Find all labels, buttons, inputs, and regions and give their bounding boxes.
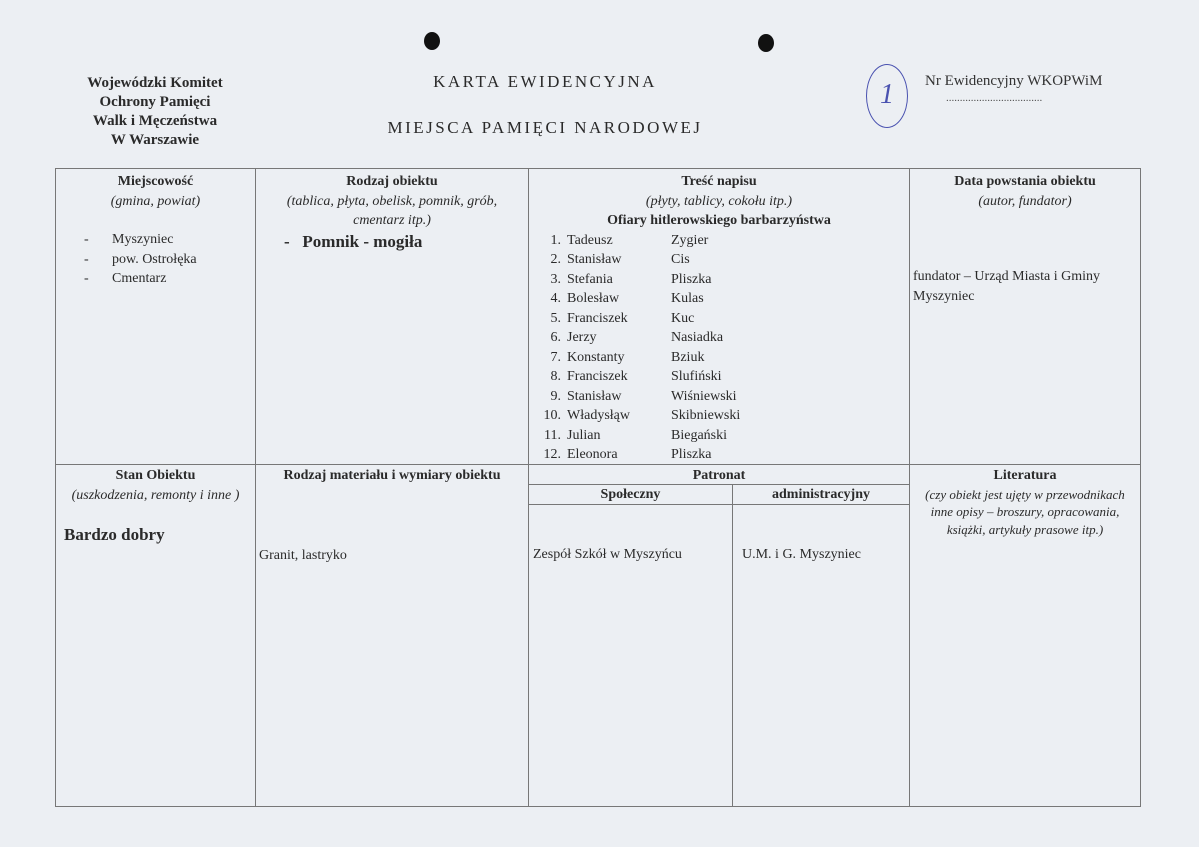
document-subtitle: MIEJSCA PAMIĘCI NARODOWEJ	[387, 118, 703, 137]
victim-last-name: Nasiadka	[671, 330, 724, 345]
condition-cell	[56, 466, 255, 545]
literature-subtitle: (czy obiekt jest ujęty w przewodnikach inne opisy – broszury, opracowania, książki, artykuły prasowe itp.)	[925, 486, 1125, 537]
victim-first-name: Julian	[567, 427, 601, 443]
victim-last-name: Pliszka	[671, 447, 712, 462]
victim-first-name: Stefania	[567, 271, 613, 287]
victim-number: 11.	[544, 427, 561, 443]
material-title: Rodzaj materiału i wymiary obiektu	[283, 468, 501, 483]
victim-entry	[539, 270, 909, 290]
org-line: W Warszawie	[110, 132, 200, 148]
victim-entry	[539, 406, 909, 426]
org-line: Walk i Męczeństwa	[92, 113, 218, 129]
admin-patronage-label: administracyjny	[772, 487, 870, 502]
victim-first-name: Władysłąw	[567, 408, 630, 423]
victim-number: 10.	[543, 408, 561, 423]
date-subtitle: (autor, fundator)	[978, 193, 1072, 209]
victim-entry	[539, 348, 909, 368]
handwritten-number: 1	[866, 64, 908, 128]
condition-value: Bardzo dobry	[64, 525, 165, 544]
inscription-heading: Ofiary hitlerowskiego barbarzyństwa	[607, 213, 831, 228]
material-value: Granit, lastryko	[259, 547, 347, 563]
object-type-cell	[256, 172, 528, 251]
victim-first-name: Eleonora	[567, 447, 618, 462]
victim-number: 4.	[550, 291, 561, 306]
victim-last-name: Biegański	[671, 427, 727, 443]
registry-number-field: ...................................	[946, 92, 1043, 104]
social-patronage-value: Zespół Szkół w Myszyńcu	[533, 547, 682, 562]
victim-number: 1.	[550, 232, 561, 248]
inscription-cell	[529, 172, 909, 465]
victim-first-name: Bolesław	[567, 291, 620, 306]
punch-hole	[758, 34, 774, 52]
org-line: Wojewódzki Komitet	[87, 75, 223, 91]
object-type-subtitle: (tablica, płyta, obelisk, pomnik, grób, cmentarz itp.)	[286, 193, 498, 228]
victim-number: 3.	[550, 271, 561, 287]
condition-subtitle: (uszkodzenia, remonty i inne )	[71, 487, 240, 503]
victim-number: 8.	[550, 369, 561, 384]
victim-first-name: Jerzy	[567, 330, 597, 345]
inscription-subtitle: (płyty, tablicy, cokołu itp.)	[645, 193, 793, 209]
victim-last-name: Kuc	[671, 310, 695, 326]
literature-cell	[910, 466, 1140, 538]
victim-entry	[539, 367, 909, 387]
victim-number: 12.	[543, 447, 561, 462]
victim-number: 2.	[550, 252, 561, 267]
locality-item: - pow. Ostrołęka	[84, 251, 197, 267]
patronage-title: Patronat	[692, 468, 746, 483]
organization-name	[55, 74, 255, 150]
victim-entry	[539, 445, 909, 465]
social-patronage-label: Społeczny	[600, 487, 661, 502]
victim-last-name: Kulas	[671, 291, 704, 306]
victim-entry	[539, 309, 909, 329]
victim-first-name: Tadeusz	[567, 232, 613, 248]
locality-title: Miejscowość	[117, 174, 194, 189]
victim-last-name: Zygier	[671, 232, 709, 248]
victim-number: 9.	[550, 388, 561, 404]
org-line: Ochrony Pamięci	[99, 94, 211, 110]
date-title: Data powstania obiektu	[954, 174, 1096, 189]
date-cell	[910, 172, 1140, 306]
victim-number: 7.	[550, 349, 561, 365]
victim-entry	[539, 426, 909, 446]
locality-item: - Cmentarz	[84, 271, 167, 286]
admin-patronage-value: U.M. i G. Myszyniec	[742, 547, 861, 562]
victim-first-name: Konstanty	[567, 349, 625, 365]
victim-last-name: Skibniewski	[671, 408, 741, 423]
victim-last-name: Bziuk	[671, 349, 705, 365]
document-title: KARTA EWIDENCYJNA	[433, 72, 657, 91]
victim-last-name: Slufiński	[671, 369, 722, 384]
object-type-value: - Pomnik - mogiła	[284, 231, 423, 251]
victim-number: 5.	[550, 310, 561, 326]
victim-entry	[539, 231, 909, 251]
victim-entry	[539, 250, 909, 270]
victim-first-name: Franciszek	[567, 310, 628, 326]
victim-last-name: Cis	[671, 252, 690, 267]
victim-entry	[539, 328, 909, 348]
victims-list	[529, 231, 909, 465]
object-type-title: Rodzaj obiektu	[346, 174, 438, 189]
locality-item: - Myszyniec	[84, 232, 174, 247]
material-cell	[256, 466, 528, 565]
victim-number: 6.	[550, 330, 561, 345]
victim-first-name: Stanisław	[567, 252, 622, 267]
victim-first-name: Stanisław	[567, 388, 622, 404]
locality-subtitle: (gmina, powiat)	[110, 193, 201, 209]
registry-number-label: Nr Ewidencyjny WKOPWiM	[925, 73, 1103, 89]
founder-value: fundator – Urząd Miasta i Gminy Myszyniec	[913, 269, 1101, 304]
condition-title: Stan Obiektu	[115, 468, 196, 483]
victim-first-name: Franciszek	[567, 369, 628, 384]
victim-entry	[539, 289, 909, 309]
victim-last-name: Pliszka	[671, 271, 712, 287]
victim-entry	[539, 387, 909, 407]
locality-cell	[56, 172, 255, 289]
literature-title: Literatura	[993, 468, 1057, 483]
punch-hole	[424, 32, 440, 50]
victim-last-name: Wiśniewski	[671, 388, 737, 404]
inscription-title: Treść napisu	[681, 174, 757, 189]
